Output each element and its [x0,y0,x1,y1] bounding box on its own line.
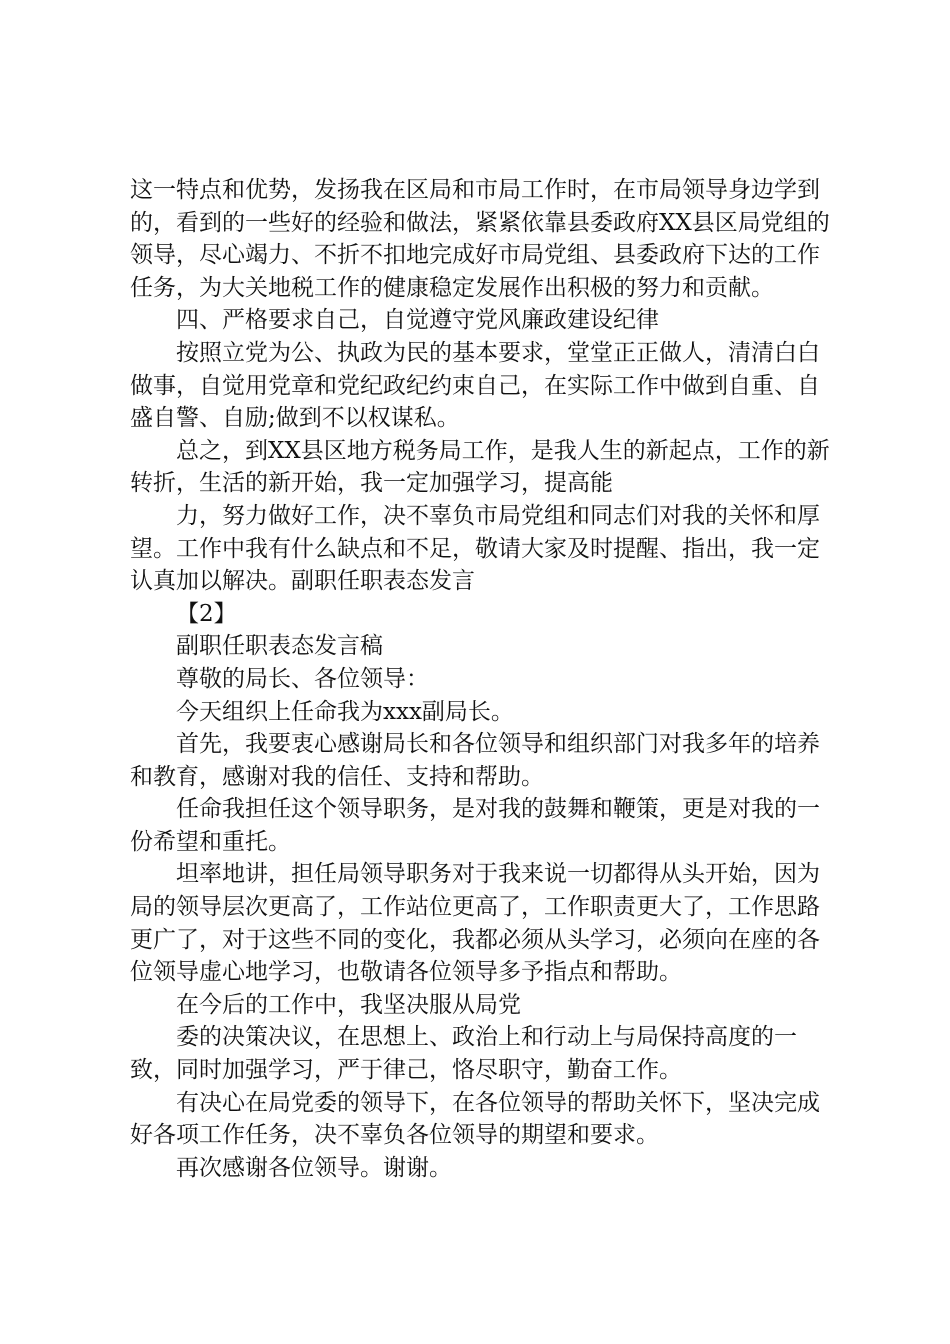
paragraph-future-work: 在今后的工作中，我坚决服从局党 [176,991,521,1018]
document-body [130,174,830,1184]
paragraph-thanks: 首先，我要衷心感谢局长和各位领导和组织部门对我多年的培养和教育，感谢对我的信任、支持和帮助。 [130,731,820,790]
paragraph-continuation: 这一特点和优势，发扬我在区局和市局工作时，在市局领导身边学到的，看到的一些好的经验和做法，紧紧依靠县委政府XX县区局党组的领导，尽心竭力、不折不扣地完成好市局党组、县委政府下达的工作任务，为大关地税工作的健康稳定发展作出积极的努力和贡献。 [130,177,830,301]
paragraph-discipline: 按照立党为公、执政为民的基本要求，堂堂正正做人，清清白白做事，自觉用党章和党纪政纪约束自己，在实际工作中做到自重、自盛自警、自励;做到不以权谋私。 [130,339,820,432]
paragraph-summary: 总之，到XX县区地方税务局工作，是我人生的新起点，工作的新转折，生活的新开始，我一定加强学习，提高能 [130,437,830,497]
paragraph-appointment: 今天组织上任命我为xxx副局长。 [176,698,514,725]
closing-thanks: 再次感谢各位领导。谢谢。 [176,1154,452,1181]
section-heading-four: 四、严格要求自己，自觉遵守党风廉政建设纪律 [176,307,659,334]
paragraph-encouragement: 任命我担任这个领导职务，是对我的鼓舞和鞭策，更是对我的一份希望和重托。 [130,796,820,855]
paragraph-summary-continued: 力，努力做好工作，决不辜负市局党组和同志们对我的关怀和厚望。工作中我有什么缺点和不足，敬请大家及时提醒、指出，我一定认真加以解决。副职任职表态发言 [130,502,820,595]
paragraph-learning: 坦率地讲，担任局领导职务对于我来说一切都得从头开始，因为局的领导层次更高了，工作站位更高了，工作职责更大了，工作思路更广了，对于这些不同的变化，我都必须从头学习，必须向在座的各位领导虚心地学习，也敬请各位领导多予指点和帮助。 [130,861,820,986]
section-number: 【2】 [176,600,237,627]
paragraph-future-work-continued: 委的决策决议，在思想上、政治上和行动上与局保持高度的一致，同时加强学习，严于律己，恪尽职守，勤奋工作。 [130,1024,797,1084]
salutation: 尊敬的局长、各位领导： [176,665,429,692]
speech-title: 副职任职表态发言稿 [176,633,383,660]
paragraph-determination: 有决心在局党委的领导下，在各位领导的帮助关怀下，坚决完成好各项工作任务，决不辜负各位领导的期望和要求。 [130,1089,820,1149]
